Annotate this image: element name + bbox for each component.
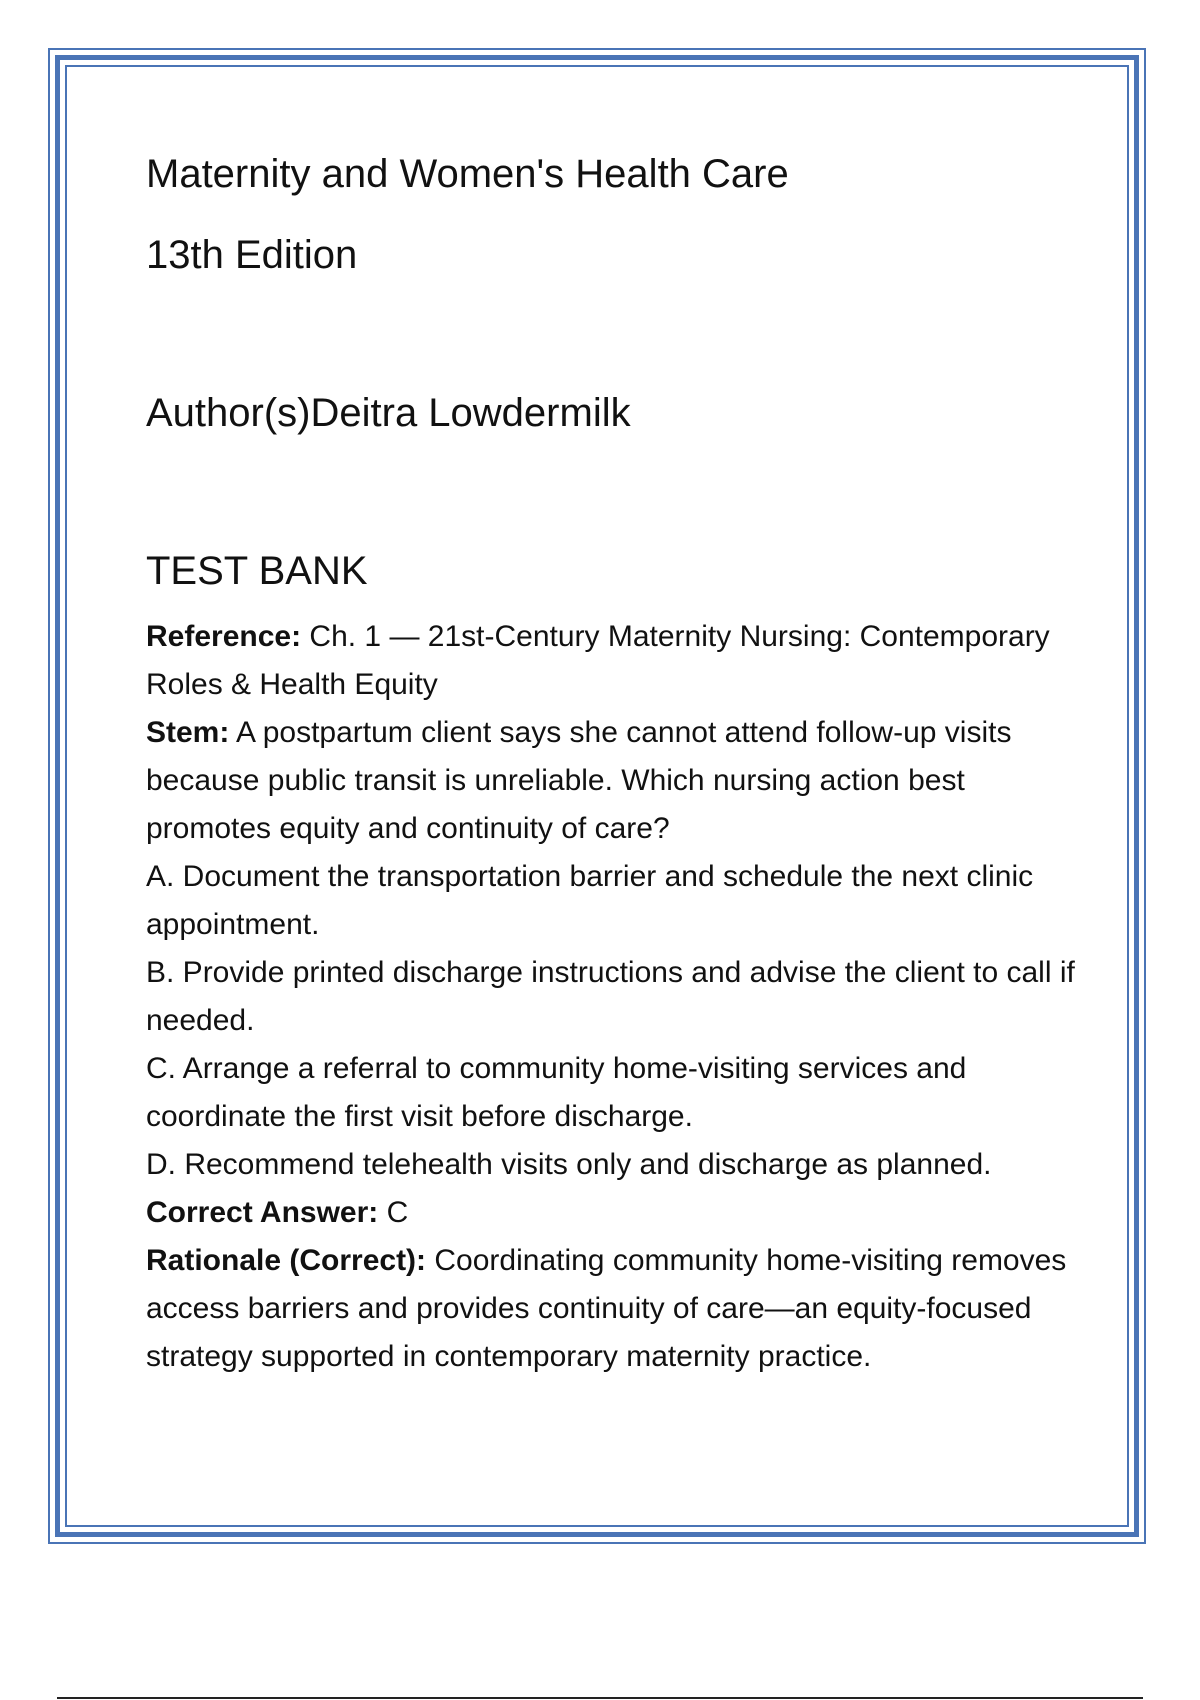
answer-label: Correct Answer: [146,1196,379,1229]
book-title: Maternity and Women's Health Care [146,152,789,196]
reference-label: Reference: [146,620,302,653]
option-d: D. Recommend telehealth visits only and discharge as planned. [146,1148,992,1181]
section-title: TEST BANK [146,549,368,593]
reference-line [146,613,1086,709]
reference-text: Ch. 1 — 21st-Century Maternity Nursing: Contemporary Roles & Health Equity [146,620,1050,701]
rationale-text: Coordinating community home-visiting removes access barriers and provides continuity of care—an equity-focused strategy supported in contemporary maternity practice. [146,1244,1067,1373]
option-c: C. Arrange a referral to community home-visiting services and coordinate the first visit before discharge. [146,1052,967,1133]
answer-line [146,1189,1086,1237]
stem-label: Stem: [146,716,230,749]
book-author: Author(s)Deitra Lowdermilk [146,391,631,435]
stem-line [146,709,1086,853]
document-content [146,150,1086,1381]
rationale-line [146,1237,1086,1381]
book-edition: 13th Edition [146,233,358,277]
rationale-label: Rationale (Correct): [146,1244,427,1277]
question-block [146,613,1086,1381]
option-a: A. Document the transportation barrier and schedule the next clinic appointment. [146,860,1034,941]
footer-divider [57,1697,1143,1699]
answer-text: C [378,1196,409,1229]
option-b: B. Provide printed discharge instructions and advise the client to call if needed. [146,956,1075,1037]
stem-text: A postpartum client says she cannot attend follow-up visits because public transit is unreliable. Which nursing action best promotes equity and continuity of care? [146,716,1012,845]
